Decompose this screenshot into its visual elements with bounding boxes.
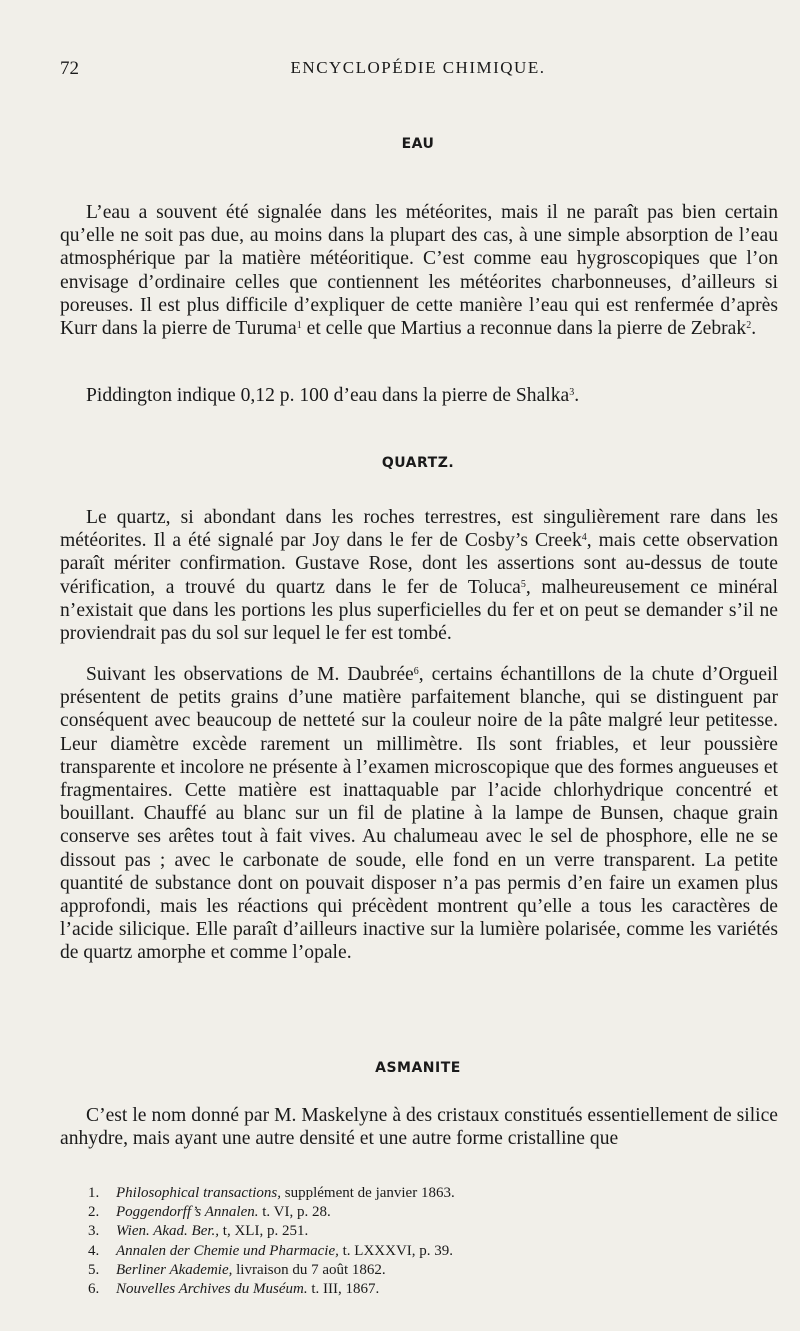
- paragraph-eau-1: L’eau a souvent été signalée dans les météorites, mais il ne paraît pas bien certain qu’elle ne soit pas due, au moins dans la plupart des cas, à une simple absorption de l’eau atmosphérique par la matière météoritique. C’est comme eau hygroscopiques que l’on envisage d’ordinaire celles que contiennent les météorites charbonneuses, d’ailleurs si poreuses. Il est plus difficile d’expliquer de cette manière l’eau qui est renfermée d’après Kurr dans la pierre de Turuma$^1$ et celle que Martius a reconnue dans la pierre de Zebrak$^2$.: [60, 202, 778, 340]
- footnote-ref-2[interactable]: 2: [746, 320, 752, 332]
- footnote-item: 2. Poggendorff’s Annalen. t. VI, p. 28.: [88, 1204, 331, 1221]
- section-title-eau: EAU: [401, 136, 435, 152]
- page-number: 72: [60, 58, 79, 79]
- footnote-ref-1[interactable]: 1: [296, 320, 302, 332]
- footnote-item: 4. Annalen der Chemie und Pharmacie, t. LXXXVI, p. 39.: [88, 1242, 454, 1259]
- section-title-quartz: QUARTZ.: [381, 455, 455, 471]
- footnote-ref-6[interactable]: 6: [413, 666, 419, 677]
- footnote-item: 3. Wien. Akad. Ber., t, XLI, p. 251.: [88, 1223, 309, 1240]
- footnotes-list: [88, 1184, 778, 1299]
- paragraph-asmanite-1: C’est le nom donné par M. Maskelyne à des cristaux constitués essentiellement de silice anhydre, mais ayant une autre densité et une autre forme cristalline que: [60, 1105, 778, 1150]
- footnote-ref-5[interactable]: 5: [520, 578, 526, 590]
- page-header: [60, 58, 776, 84]
- footnote-item: 5. Berliner Akademie, livraison du 7 août 1862.: [88, 1261, 386, 1278]
- running-title: ENCYCLOPÉDIE CHIMIQUE.: [290, 58, 546, 77]
- footnote-item: 6. Nouvelles Archives du Muséum. t. III, 1867.: [88, 1281, 380, 1298]
- footnote-ref-3[interactable]: 3: [569, 387, 575, 398]
- section-title-asmanite: ASMANITE: [375, 1060, 461, 1076]
- paragraph-quartz-2: Suivant les observations de M. Daubrée$^6$, certains échantillons de la chute d’Orgueil présentent de petits grains d’une matière parfaitement blanche, qui se distinguent par conséquent avec beaucoup de netteté sur la couleur noire de la pâte malgré leur petitesse. Leur diamètre excède rarement un millimètre. Ils sont friables, et leur poussière transparente et incolore ne présente à l’examen microscopique que des formes angueuses et fragmentaires. Cette matière est inattaquable par l’acide chlorhydrique concentré et bouillant. Chauffé au blanc sur un fil de platine à la lampe de Bunsen, chaque grain conserve ses arêtes tout à fait vives. Au chalumeau avec le sel de phosphore, elle ne se dissout pas ; avec le carbonate de soude, elle fond en un verre transparent. La petite quantité de substance dont on pouvait disposer n’a pas permis d’en faire un examen plus approfondi, mais les réactions qui précèdent montrent qu’elle a tous les caractères de l’acide silicique. Elle paraît d’ailleurs inactive sur la lumière polarisée, comme les variétés de quartz amorphe et comme l’opale.: [60, 664, 779, 964]
- footnote-ref-4[interactable]: 4: [581, 532, 587, 544]
- footnote-item: 1. Philosophical transactions, supplément de janvier 1863.: [88, 1185, 455, 1201]
- paragraph-eau-2: Piddington indique 0,12 p. 100 d’eau dans la pierre de Shalka$^3$.: [86, 385, 580, 406]
- paragraph-quartz-1: Le quartz, si abondant dans les roches terrestres, est singulièrement rare dans les météorites. Il a été signalé par Joy dans le fer de Cosby’s Creek$^4$, mais cette observation paraît mériter confirmation. Gustave Rose, dont les assertions sont au-dessus de toute vérification, a trouvé du quartz dans le fer de Toluca$^5$, malheureusement ce minéral n’existait que dans les portions les plus superficielles du fer et on peut se demander s’il ne proviendrait pas du sol sur lequel le fer est tombé.: [60, 507, 778, 645]
